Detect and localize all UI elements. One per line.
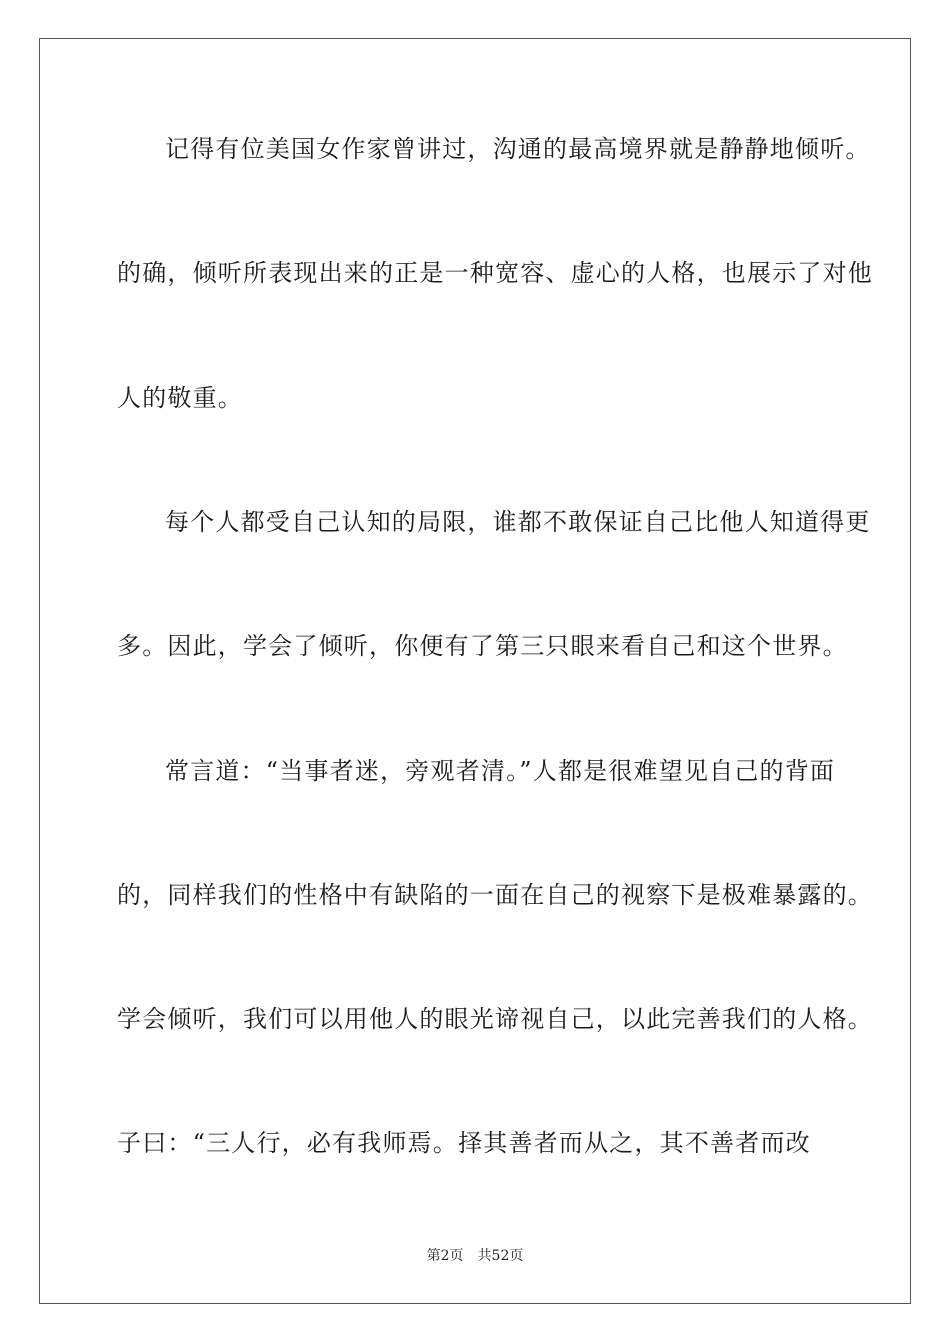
page-total: 共52页 xyxy=(477,1248,524,1264)
text-line: 的确，倾听所表现出来的正是一种宽容、虚心的人格，也展示了对他 xyxy=(117,259,873,287)
text-line: 常言道：“当事者迷，旁观者清。”人都是很难望见自己的背面 xyxy=(165,757,836,785)
text-line: 记得有位美国女作家曾讲过，沟通的最高境界就是静静地倾听。 xyxy=(165,135,871,163)
page-number: 第2页 xyxy=(426,1248,464,1264)
text-line: 子曰：“三人行，必有我师焉。择其善者而从之，其不善者而改 xyxy=(117,1129,811,1157)
page-border xyxy=(39,38,911,1304)
text-line: 多。因此，学会了倾听，你便有了第三只眼来看自己和这个世界。 xyxy=(117,632,848,660)
text-line: 学会倾听，我们可以用他人的眼光谛视自己，以此完善我们的人格。 xyxy=(117,1005,873,1033)
text-line: 每个人都受自己认知的局限，谁都不敢保证自己比他人知道得更 xyxy=(165,508,871,536)
text-line: 人的敬重。 xyxy=(117,384,243,412)
page-footer xyxy=(0,1247,950,1265)
text-line: 的，同样我们的性格中有缺陷的一面在自己的视察下是极难暴露的。 xyxy=(117,881,873,909)
